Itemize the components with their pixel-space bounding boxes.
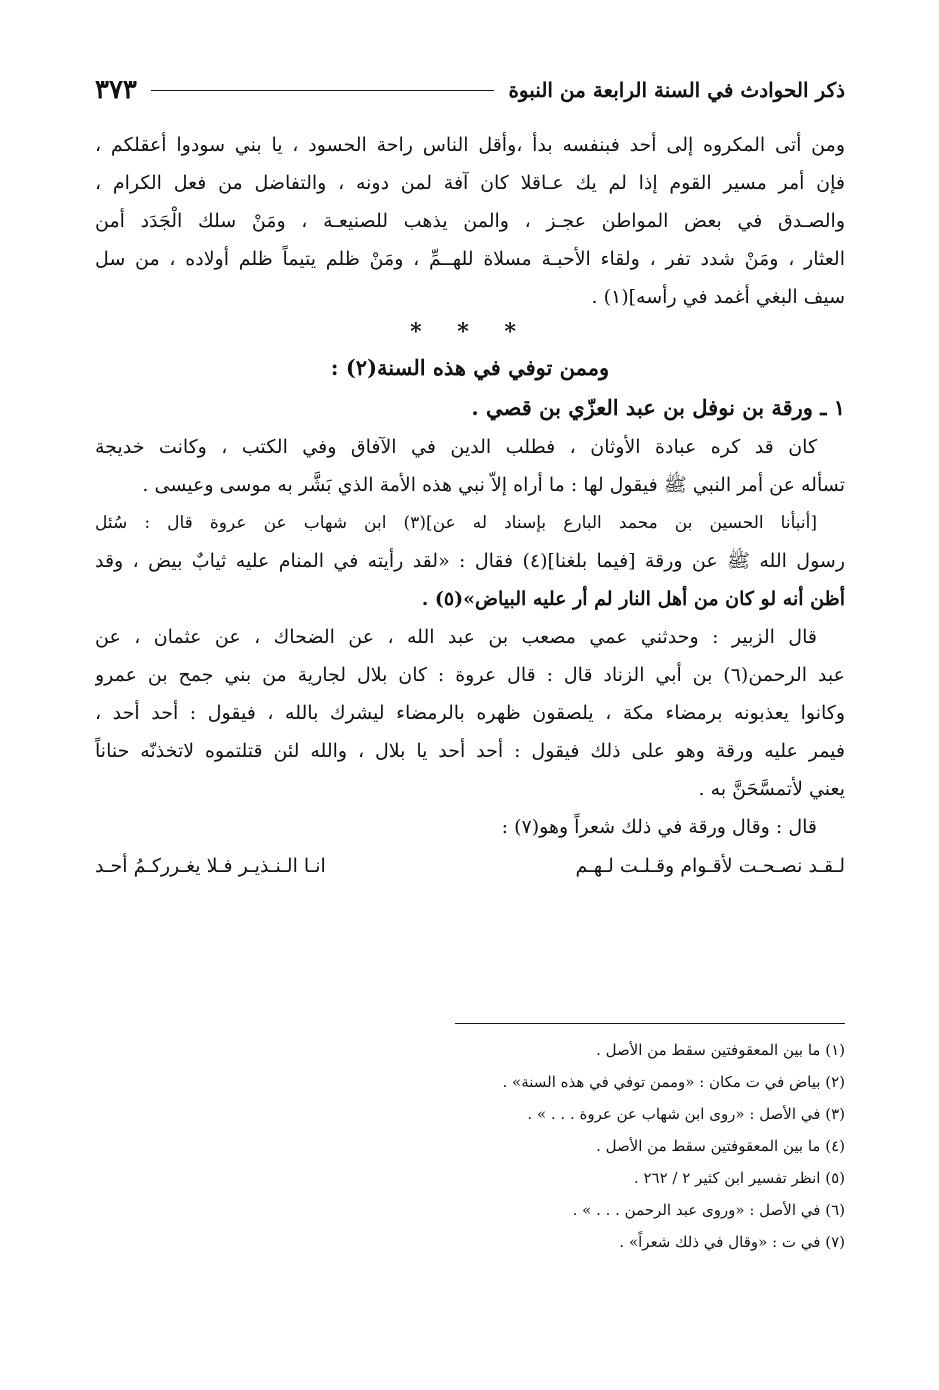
text-line: فيمر عليه ورقة وهو على ذلك فيقول : أحد أحد يا بلال ، والله لئن قتلتموه لاتخذنّه حناناً bbox=[95, 740, 845, 762]
text-line: [أنبأنا الحسين بن محمد البارع بإسناد له عن](٣) ابن شهاب عن عروة قال : سُئل bbox=[95, 513, 817, 533]
header-rule bbox=[151, 90, 495, 91]
main-text bbox=[95, 126, 845, 886]
poetry-verse bbox=[95, 846, 845, 886]
footnote-rule bbox=[455, 1023, 845, 1024]
running-title: ذكر الحوادث في السنة الرابعة من النبوة bbox=[508, 78, 845, 102]
footnote: (١) ما بين المعقوفتين سقط من الأصل . bbox=[596, 1041, 845, 1059]
entry-heading: ١ ـ ورقة بن نوفل بن عبد العزّي بن قصي . bbox=[471, 395, 845, 420]
text-line: كان قد كره عبادة الأوثان ، فطلب الدين في الآفاق وفي الكتب ، وكانت خديجة bbox=[95, 436, 817, 458]
text-line: العثار ، ومَنْ شدد تفر ، ولقاء الأحبـة مسلاة للهــمِّ ، ومَنْ ظلم يتيماً ظلم أولاده ، من سل bbox=[95, 248, 845, 270]
verse-first-hemistich: لـقـد نصـحـت لأقـوام وقـلـت لـهـم bbox=[575, 855, 845, 877]
text-line: عبد الرحمن(٦) بن أبي الزناد قال : قال عروة : كان بلال لجارية من بني جمح بن عمرو bbox=[95, 664, 845, 686]
text-line: والصـدق في بعض المواطن عجـز ، والمن يذهب للصنيعـة ، ومَنْ سلك الْجَدَد أمن bbox=[95, 210, 845, 232]
section-separator-stars: * * * bbox=[410, 319, 530, 345]
text-line: ومن أتى المكروه إلى أحد فبنفسه بدأ ،وأقل الناس راحة الحسود ، يا بني سودوا أعقلكم ، bbox=[95, 134, 845, 156]
page-number: ٣٧٣ bbox=[95, 75, 137, 105]
text-line: يعني لأتمسَّحَنَّ به . bbox=[698, 778, 845, 800]
footnote: (٢) بياض في ت مكان : «وممن توفي في هذه السنة» . bbox=[502, 1073, 845, 1091]
footnote: (٥) انظر تفسير ابن كثير ٢ / ٢٦٢ . bbox=[633, 1169, 845, 1187]
section-heading: وممن توفي في هذه السنة(٢) : bbox=[330, 355, 610, 380]
text-line: أظن أنه لو كان من أهل النار لم أر عليه البياض»(٥) . bbox=[421, 588, 845, 610]
verse-second-hemistich: انـا الـنـذيـر فـلا يغـرركـمُ أحـد bbox=[95, 855, 326, 877]
text-line: رسول الله ﷺ عن ورقة [فيما بلغنا](٤) فقال : «لقد رأيته في المنام عليه ثيابٌ بيض ، وقد bbox=[95, 550, 845, 572]
footnote: (٧) في ت : «وقال في ذلك شعراً» . bbox=[619, 1233, 845, 1251]
footnote: (٤) ما بين المعقوفتين سقط من الأصل . bbox=[596, 1137, 845, 1155]
footnotes bbox=[95, 1034, 845, 1258]
text-line: وكانوا يعذبونه برمضاء مكة ، يلصقون ظهره بالرمضاء ليشرك بالله ، فيقول : أحد أحد ، bbox=[95, 702, 845, 724]
page-header bbox=[95, 68, 845, 112]
footnote: (٦) في الأصل : «وروى عبد الرحمن . . . » . bbox=[572, 1201, 845, 1219]
text-line: فإن أمر مسير القوم إذا لم يك عـاقلا كان آفة لمن دونه ، والتفاضل من فعل الكرام ، bbox=[95, 172, 845, 194]
footnote: (٣) في الأصل : «روى ابن شهاب عن عروة . . . » . bbox=[527, 1105, 845, 1123]
text-line: قال الزبير : وحدثني عمي مصعب بن عبد الله ، عن الضحاك ، عن عثمان ، عن bbox=[95, 626, 817, 648]
text-line: قال : وقال ورقة في ذلك شعراً وهو(٧) : bbox=[501, 816, 817, 838]
text-line: سيف البغي أغمد في رأسه](١) . bbox=[591, 286, 845, 308]
text-line: تسأله عن أمر النبي ﷺ فيقول لها : ما أراه إلاّ نبي هذه الأمة الذي بَشَّر به موسى وعيسى . bbox=[142, 474, 845, 496]
